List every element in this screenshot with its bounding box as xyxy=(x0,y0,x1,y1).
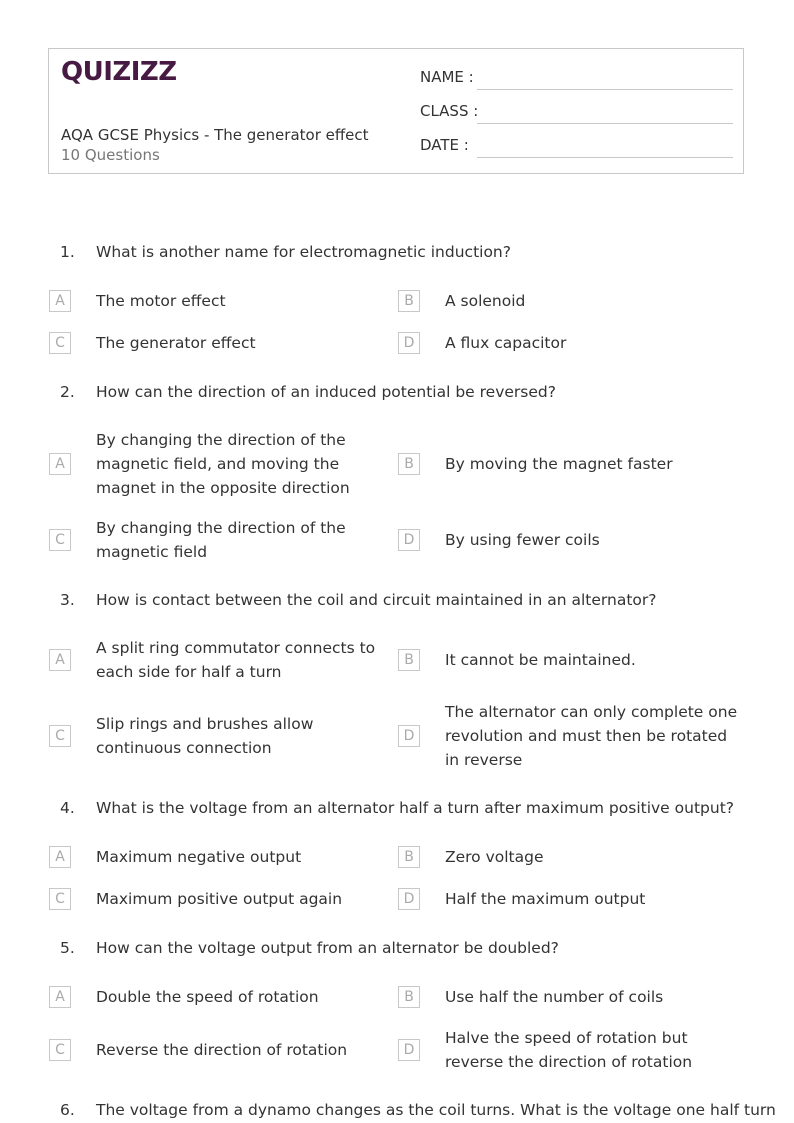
option-d-box: D xyxy=(398,529,420,551)
option-b-box: B xyxy=(398,649,420,671)
question-text: The voltage from a dynamo changes as the coil turns. What is the voltage one half turn xyxy=(96,1101,776,1119)
question-text: How can the direction of an induced potential be reversed? xyxy=(96,383,556,401)
quizizz-logo: QUIZIZZ xyxy=(61,57,177,87)
question-text: How can the voltage output from an alternator be doubled? xyxy=(96,939,559,957)
option-a-box: A xyxy=(49,649,71,671)
class-line xyxy=(477,123,733,124)
class-label: CLASS : xyxy=(420,102,479,120)
option-a-box: A xyxy=(49,453,71,475)
question-text: What is the voltage from an alternator half a turn after maximum positive output? xyxy=(96,799,734,817)
option-a-box: A xyxy=(49,986,71,1008)
option-a-text: Maximum negative output xyxy=(96,848,302,866)
option-a-box: A xyxy=(49,290,71,312)
option-d-box: D xyxy=(398,1039,420,1061)
option-c-box: C xyxy=(49,332,71,354)
option-c-box: C xyxy=(49,888,71,910)
option-d-text: By using fewer coils xyxy=(445,531,600,549)
option-a-box: A xyxy=(49,846,71,868)
question-count: 10 Questions xyxy=(61,146,160,164)
option-b-text: A solenoid xyxy=(445,292,526,310)
date-label: DATE : xyxy=(420,136,469,154)
option-d-box: D xyxy=(398,888,420,910)
option-d-text: Halve the speed of rotation but reverse the direction of rotation xyxy=(445,1029,693,1071)
option-d-box: D xyxy=(398,332,420,354)
option-b-box: B xyxy=(398,846,420,868)
option-d-text: Half the maximum output xyxy=(445,890,646,908)
option-c-text: Slip rings and brushes allow continuous connection xyxy=(96,715,314,757)
question-number: 1. xyxy=(60,243,75,261)
option-a-text: By changing the direction of the magnetic field, and moving the magnet in the opposite direction xyxy=(96,431,350,497)
option-a-text: Double the speed of rotation xyxy=(96,988,319,1006)
option-b-text: It cannot be maintained. xyxy=(445,651,636,669)
question-text: How is contact between the coil and circuit maintained in an alternator? xyxy=(96,591,657,609)
option-b-text: Use half the number of coils xyxy=(445,988,664,1006)
question-number: 2. xyxy=(60,383,75,401)
option-c-text: The generator effect xyxy=(96,334,256,352)
option-d-text: The alternator can only complete one revolution and must then be rotated in reverse xyxy=(445,703,738,769)
question-text: What is another name for electromagnetic induction? xyxy=(96,243,511,261)
option-b-box: B xyxy=(398,453,420,475)
question-number: 5. xyxy=(60,939,75,957)
worksheet-header xyxy=(48,48,744,174)
option-a-text: A split ring commutator connects to each side for half a turn xyxy=(96,639,376,681)
option-c-box: C xyxy=(49,529,71,551)
option-a-text: The motor effect xyxy=(96,292,226,310)
name-line xyxy=(477,89,733,90)
option-c-box: C xyxy=(49,725,71,747)
name-label: NAME : xyxy=(420,68,474,86)
option-b-text: By moving the magnet faster xyxy=(445,455,673,473)
option-c-text: Reverse the direction of rotation xyxy=(96,1041,348,1059)
question-number: 3. xyxy=(60,591,75,609)
option-c-text: Maximum positive output again xyxy=(96,890,343,908)
option-b-text: Zero voltage xyxy=(445,848,544,866)
option-d-text: A flux capacitor xyxy=(445,334,567,352)
worksheet-title: AQA GCSE Physics - The generator effect xyxy=(61,126,369,144)
option-b-box: B xyxy=(398,290,420,312)
option-d-box: D xyxy=(398,725,420,747)
option-b-box: B xyxy=(398,986,420,1008)
question-number: 4. xyxy=(60,799,75,817)
date-line xyxy=(477,157,733,158)
option-c-text: By changing the direction of the magnetic field xyxy=(96,519,346,561)
question-number: 6. xyxy=(60,1101,75,1119)
option-c-box: C xyxy=(49,1039,71,1061)
